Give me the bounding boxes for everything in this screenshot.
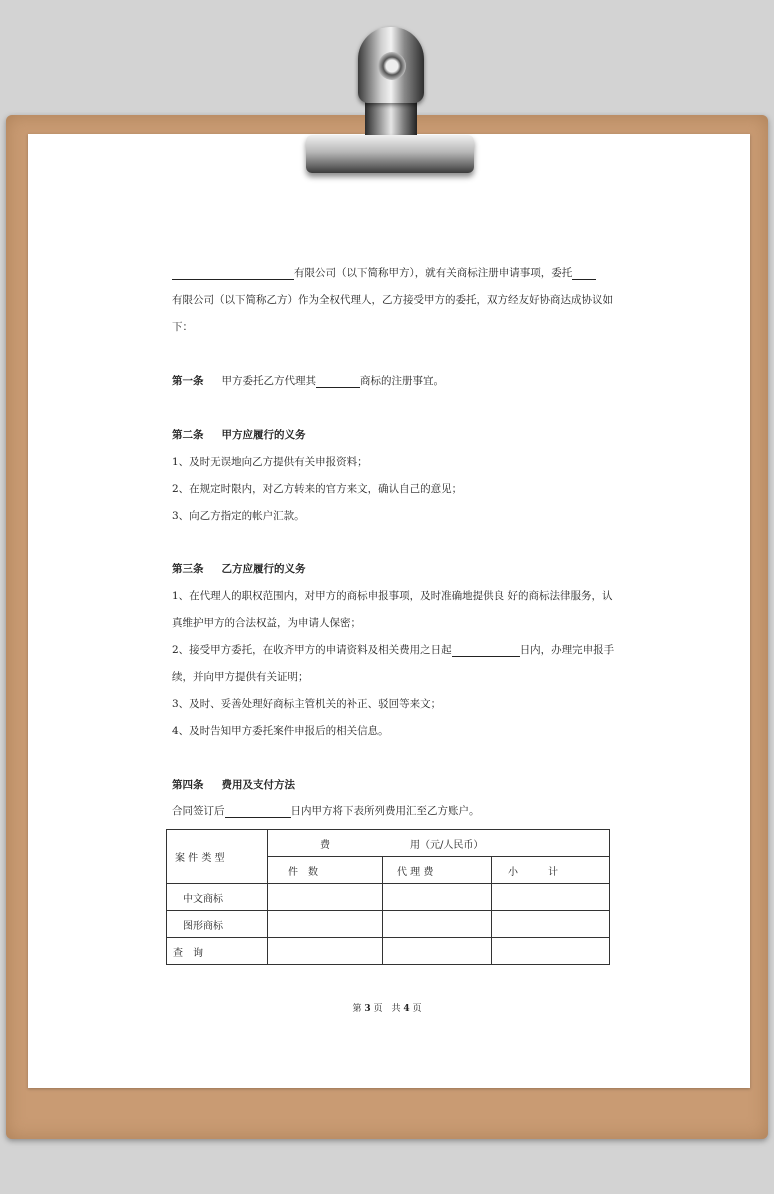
party-a-blank	[172, 268, 294, 280]
row-label: 图形商标	[167, 911, 268, 938]
article-1-title: 第一条	[172, 375, 204, 387]
table-cell	[492, 911, 610, 938]
table-row	[167, 884, 610, 911]
page-footer: 第 3 页 共 4 页	[352, 1004, 422, 1014]
article-2-heading: 第二条 甲方应履行的义务	[172, 429, 306, 441]
article-2-item-3: 3、向乙方指定的帐户汇款。	[172, 510, 305, 522]
column-agent-fee: 代 理 费	[383, 857, 492, 884]
days-blank	[452, 645, 520, 657]
article-3-item-1-cont: 真维护甲方的合法权益，为申请人保密；	[172, 617, 361, 629]
fee-table	[166, 829, 610, 965]
table-cell	[268, 938, 383, 965]
table-cell	[268, 884, 383, 911]
table-row	[167, 938, 610, 965]
article-3-item-3: 3、及时、妥善处理好商标主管机关的补正、驳回等来文；	[172, 698, 442, 710]
row-label: 查 询	[167, 938, 268, 965]
table-row	[167, 911, 610, 938]
fee-header: 费 用（元/人民币）	[268, 830, 610, 857]
article-4-text: 合同签订后 日内甲方将下表所列费用汇至乙方账户。	[172, 805, 480, 817]
trademark-name-blank	[316, 376, 360, 388]
party-b-blank	[572, 268, 596, 280]
intro-line-3: 下：	[172, 321, 193, 333]
article-3-item-2: 2、接受甲方委托，在收齐甲方的申请资料及相关费用之日起 日内，办理完申报手	[172, 644, 615, 656]
table-cell	[383, 938, 492, 965]
article-3-item-2-cont: 续，并向甲方提供有关证明；	[172, 671, 309, 683]
intro-line-1: 有限公司（以下简称甲方），就有关商标注册申请事项，委托	[172, 265, 596, 280]
article-1: 第一条 甲方委托乙方代理其 商标的注册事宜。	[172, 375, 444, 387]
table-cell	[492, 938, 610, 965]
intro-line-2: 有限公司（以下简称乙方）作为全权代理人，乙方接受甲方的委托，双方经友好协商达成协议如	[172, 294, 613, 306]
article-3-item-1: 1、在代理人的职权范围内，对甲方的商标申报事项，及时准确地提供良 好的商标法律服务，认	[172, 590, 613, 602]
column-subtotal: 小 计	[492, 857, 610, 884]
payment-days-blank	[225, 806, 291, 818]
article-3-heading: 第三条 乙方应履行的义务	[172, 563, 306, 575]
column-count: 件 数	[268, 857, 383, 884]
article-3-item-4: 4、及时告知甲方委托案件申报后的相关信息。	[172, 725, 389, 737]
case-type-header: 案 件 类 型	[167, 830, 268, 884]
article-2-item-2: 2、在规定时限内，对乙方转来的官方来文，确认自己的意见；	[172, 483, 463, 495]
page-current: 3	[364, 1004, 371, 1014]
table-cell	[268, 911, 383, 938]
table-cell	[383, 884, 492, 911]
table-cell	[492, 884, 610, 911]
article-2-item-1: 1、及时无误地向乙方提供有关申报资料；	[172, 456, 368, 468]
table-cell	[383, 911, 492, 938]
article-4-heading: 第四条 费用及支付方法	[172, 779, 295, 791]
page-total: 4	[403, 1004, 410, 1014]
row-label: 中文商标	[167, 884, 268, 911]
